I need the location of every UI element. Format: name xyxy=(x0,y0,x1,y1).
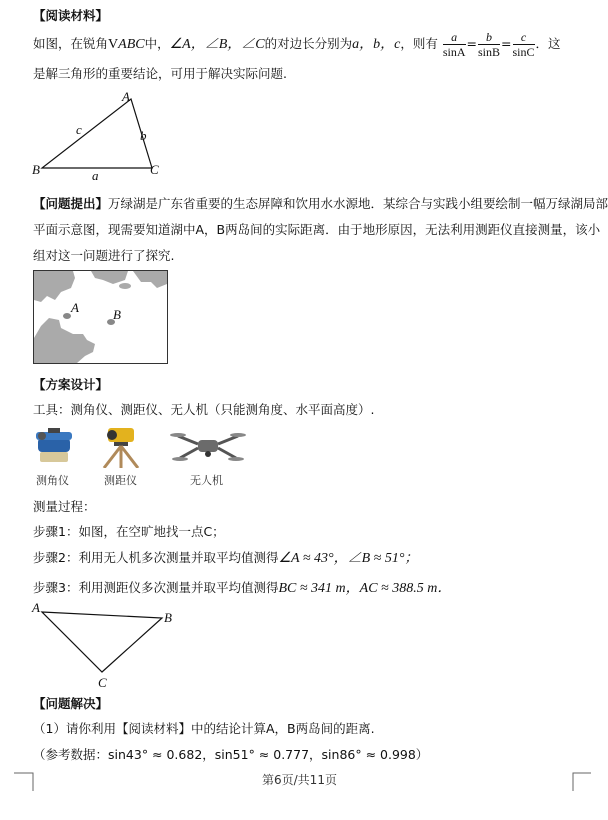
step-3-values: BC ≈ 341 m，AC ≈ 388.5 m． xyxy=(278,581,452,596)
triangle-figure-2 xyxy=(30,598,180,690)
fraction-b-sinB: $\frac{b}{\sin B}$ xyxy=(478,30,501,59)
design-heading: 【方案设计】 xyxy=(33,377,109,392)
solve-heading: 【问题解决】 xyxy=(33,696,109,711)
vertex-label-c: C xyxy=(150,162,159,177)
angles-text: ∠A，∠B，∠C xyxy=(169,37,265,52)
problem-text: 万绿湖是广东省重要的生态屏障和饮用水水源地．某综合与实践小组要绘制一幅万绿湖局部 xyxy=(108,196,608,211)
reading-text: 如图，在锐角 xyxy=(33,36,109,51)
triangle-figure-1 xyxy=(30,88,170,180)
field-label-a: A xyxy=(32,600,40,615)
map-label-b: B xyxy=(113,307,121,322)
reading-heading: 【阅读材料】 xyxy=(33,8,109,23)
problem-line-2: 平面示意图，现需要知道湖中A，B两岛间的实际距离．由于地形原因，无法利用测距仪直接测量，该小 xyxy=(33,222,601,237)
triangle-symbol: V xyxy=(108,37,119,52)
field-label-c: C xyxy=(98,675,107,690)
side-label-a: a xyxy=(92,168,99,180)
island-a xyxy=(63,313,71,319)
tool-caption-rangefinder: 测距仪 xyxy=(104,474,137,487)
corner-mark-left xyxy=(14,772,34,792)
problem-line-1 xyxy=(33,194,608,212)
corner-mark-right xyxy=(572,772,592,792)
triangle-name: ABC xyxy=(118,37,145,52)
reading-line-2: 是解三角形的重要结论，可用于解决实际问题. xyxy=(33,66,287,81)
tool-caption-drone: 无人机 xyxy=(190,474,223,487)
vertex-label-b: B xyxy=(32,162,40,177)
problem-line-3: 组对这一问题进行了探究. xyxy=(33,248,175,263)
fraction-c-sinC: $\frac{c}{\sin C}$ xyxy=(512,30,535,59)
side-label-c: c xyxy=(76,122,82,137)
field-label-b: B xyxy=(164,610,172,625)
problem-heading: 【问题提出】 xyxy=(33,196,109,211)
triangle-abc xyxy=(42,99,152,168)
tools-line: 工具：测角仪、测距仪、无人机（只能测角度、水平面高度）. xyxy=(33,402,375,417)
reading-text: 的对边长分别为 xyxy=(264,36,353,51)
triangle-field xyxy=(42,612,162,672)
theodolite-icon xyxy=(34,424,74,466)
reading-line-1: 如图，在锐角VABC中，∠A，∠B，∠C的对边长分别为a，b，c，则有 $\frac{a}{\sin A}$ = $\frac{b}{\sin B}$ = $\frac{c}{\sin C}$ ．这 xyxy=(33,30,561,59)
step-1: 步骤1：如图，在空旷地找一点C； xyxy=(33,524,225,539)
process-label: 测量过程： xyxy=(33,499,96,514)
drone-icon xyxy=(170,428,246,466)
step-3 xyxy=(33,577,451,597)
reading-text: ，则有 xyxy=(400,36,438,51)
tool-caption-theodolite: 测角仪 xyxy=(36,474,69,487)
step-2-values: ∠A ≈ 43°，∠B ≈ 51°； xyxy=(278,551,419,566)
fraction-a-sinA: $\frac{a}{\sin A}$ xyxy=(442,30,466,59)
rangefinder-icon xyxy=(98,424,144,468)
question-1: （1）请你利用【阅读材料】中的结论计算A，B两岛间的距离. xyxy=(33,721,375,736)
page-number: 第6页/共11页 xyxy=(262,773,337,787)
step-2-text: 步骤2：利用无人机多次测量并取平均值测得 xyxy=(33,550,279,565)
islet xyxy=(119,283,131,289)
vertex-label-a: A xyxy=(122,89,130,104)
step-2 xyxy=(33,547,418,567)
step-3-text: 步骤3：利用测距仪多次测量并取平均值测得 xyxy=(33,580,279,595)
reference-data: （参考数据：sin43° ≈ 0.682，sin51° ≈ 0.777，sin86° ≈ 0.998） xyxy=(33,747,429,762)
reading-text: ．这 xyxy=(535,36,561,51)
map-label-a: A xyxy=(71,300,79,315)
lake-map xyxy=(33,270,168,364)
sides-text: a，b，c xyxy=(352,37,401,52)
side-label-b: b xyxy=(140,128,147,143)
reading-text: 中， xyxy=(144,36,170,51)
